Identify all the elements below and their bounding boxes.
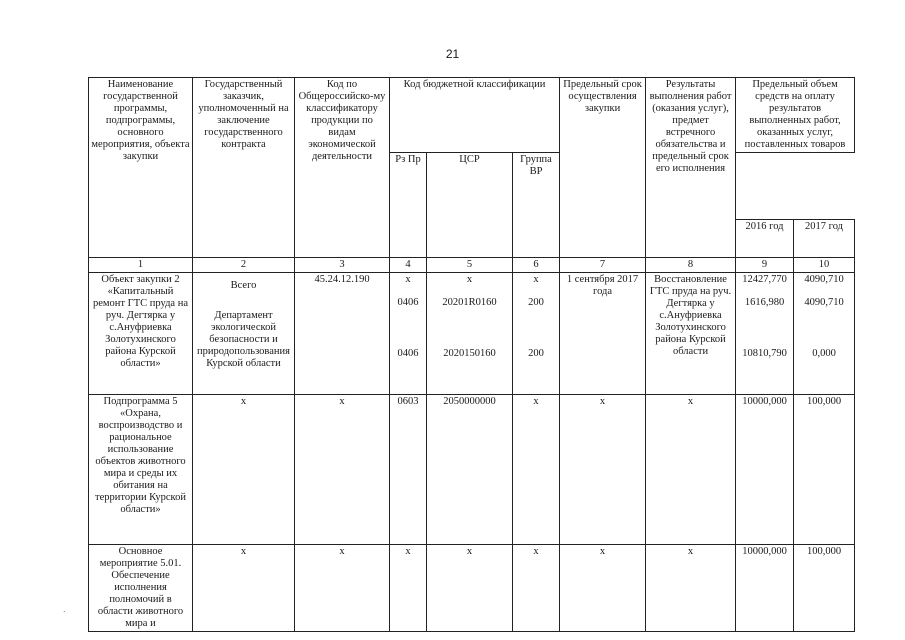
subprogram-rz: 0603 — [390, 395, 427, 545]
object-2016 — [736, 273, 794, 395]
subprogram-result: х — [646, 395, 736, 545]
header-okpd: Код по Общероссийско-му классификатору продукции по видам экономической деятельности — [295, 78, 390, 258]
csr-value: 2020150160 — [443, 348, 496, 359]
object-customer — [193, 273, 295, 395]
activity-customer: х — [193, 545, 295, 632]
object-vr — [513, 273, 560, 395]
customer-dept: Департамент экологической безопасности и природопользования Курской области — [197, 310, 290, 369]
subprogram-name: Подпрограмма 5 «Охрана, воспроизводство и рациональное использование объектов животного мира и среды их обитания на территории Курской области» — [89, 395, 193, 545]
object-2017 — [794, 273, 855, 395]
rz-value: 0406 — [397, 297, 419, 308]
csr-value: 20201R0160 — [442, 297, 497, 308]
rz-value: 0406 — [397, 348, 419, 359]
activity-rz: х — [390, 545, 427, 632]
vr-value: х — [533, 274, 539, 285]
object-result: Восстановление ГТС пруда на руч. Дегтярка у с.Ануфриевка Золотухинского района Курской области — [646, 273, 736, 395]
col-number: 5 — [427, 258, 513, 273]
header-results: Результаты выполнения работ (оказания услуг), предмет встречного обязательства и предельный срок его исполнения — [646, 78, 736, 258]
subprogram-vr: х — [513, 395, 560, 545]
amount-2017: 0,000 — [812, 348, 836, 359]
customer-total: Всего — [230, 280, 257, 291]
header-vr: Группа ВР — [513, 153, 560, 258]
object-okpd: 45.24.12.190 — [295, 273, 390, 395]
object-name: Объект закупки 2 «Капитальный ремонт ГТС пруда на руч. Дегтярка у с.Ануфриевка Золотухинского района Курской области» — [89, 273, 193, 395]
amount-2017: 4090,710 — [804, 274, 844, 285]
activity-csr: х — [427, 545, 513, 632]
csr-value: х — [466, 274, 473, 285]
amount-2016: 12427,770 — [742, 274, 787, 285]
subprogram-deadline: х — [560, 395, 646, 545]
activity-deadline: х — [560, 545, 646, 632]
header-2016: 2016 год — [736, 220, 794, 258]
col-number: 6 — [513, 258, 560, 273]
col-number: 4 — [390, 258, 427, 273]
activity-okpd: х — [295, 545, 390, 632]
table-row — [89, 545, 855, 632]
col-number: 8 — [646, 258, 736, 273]
vr-value: 200 — [528, 348, 544, 359]
rz-value: х — [405, 274, 411, 285]
header-2017: 2017 год — [794, 220, 855, 258]
object-rz — [390, 273, 427, 395]
header-amount-cont — [736, 153, 855, 220]
activity-vr: х — [513, 545, 560, 632]
subprogram-okpd: х — [295, 395, 390, 545]
header-csr: ЦСР — [427, 153, 513, 258]
procurement-table — [88, 77, 855, 632]
activity-2017: 100,000 — [794, 545, 855, 632]
subprogram-customer: х — [193, 395, 295, 545]
col-number: 1 — [89, 258, 193, 273]
header-rz: Рз Пр — [390, 153, 427, 258]
col-number: 7 — [560, 258, 646, 273]
header-budget-code: Код бюджетной классификации — [390, 78, 560, 153]
col-number: 9 — [736, 258, 794, 273]
activity-name: Основное мероприятие 5.01. Обеспечение исполнения полномочий в области животного мира и — [89, 545, 193, 632]
page-number: 21 — [445, 47, 460, 61]
table-row — [89, 273, 855, 395]
subprogram-csr: 2050000000 — [427, 395, 513, 545]
col-number: 3 — [295, 258, 390, 273]
header-name: Наименование государственной программы, подпрограммы, основного мероприятия, объекта закупки — [89, 78, 193, 258]
subprogram-2017: 100,000 — [794, 395, 855, 545]
amount-2016: 1616,980 — [744, 297, 785, 308]
object-deadline: 1 сентября 2017 года — [560, 273, 646, 395]
col-number: 2 — [193, 258, 295, 273]
table-row — [89, 395, 855, 545]
vr-value: 200 — [528, 297, 544, 308]
header-amount: Предельный объем средств на оплату результатов выполненных работ, оказанных услуг, поставленных товаров — [736, 78, 855, 153]
activity-2016: 10000,000 — [736, 545, 794, 632]
header-deadline: Предельный срок осуществления закупки — [560, 78, 646, 258]
amount-2016: 10810,790 — [742, 348, 787, 359]
subprogram-2016: 10000,000 — [736, 395, 794, 545]
col-number: 10 — [794, 258, 855, 273]
amount-2017: 4090,710 — [804, 297, 844, 308]
activity-result: х — [646, 545, 736, 632]
scan-mark: . — [63, 604, 66, 614]
object-csr — [427, 273, 513, 395]
header-customer: Государственный заказчик, уполномоченный на заключение государственного контракта — [193, 78, 295, 258]
